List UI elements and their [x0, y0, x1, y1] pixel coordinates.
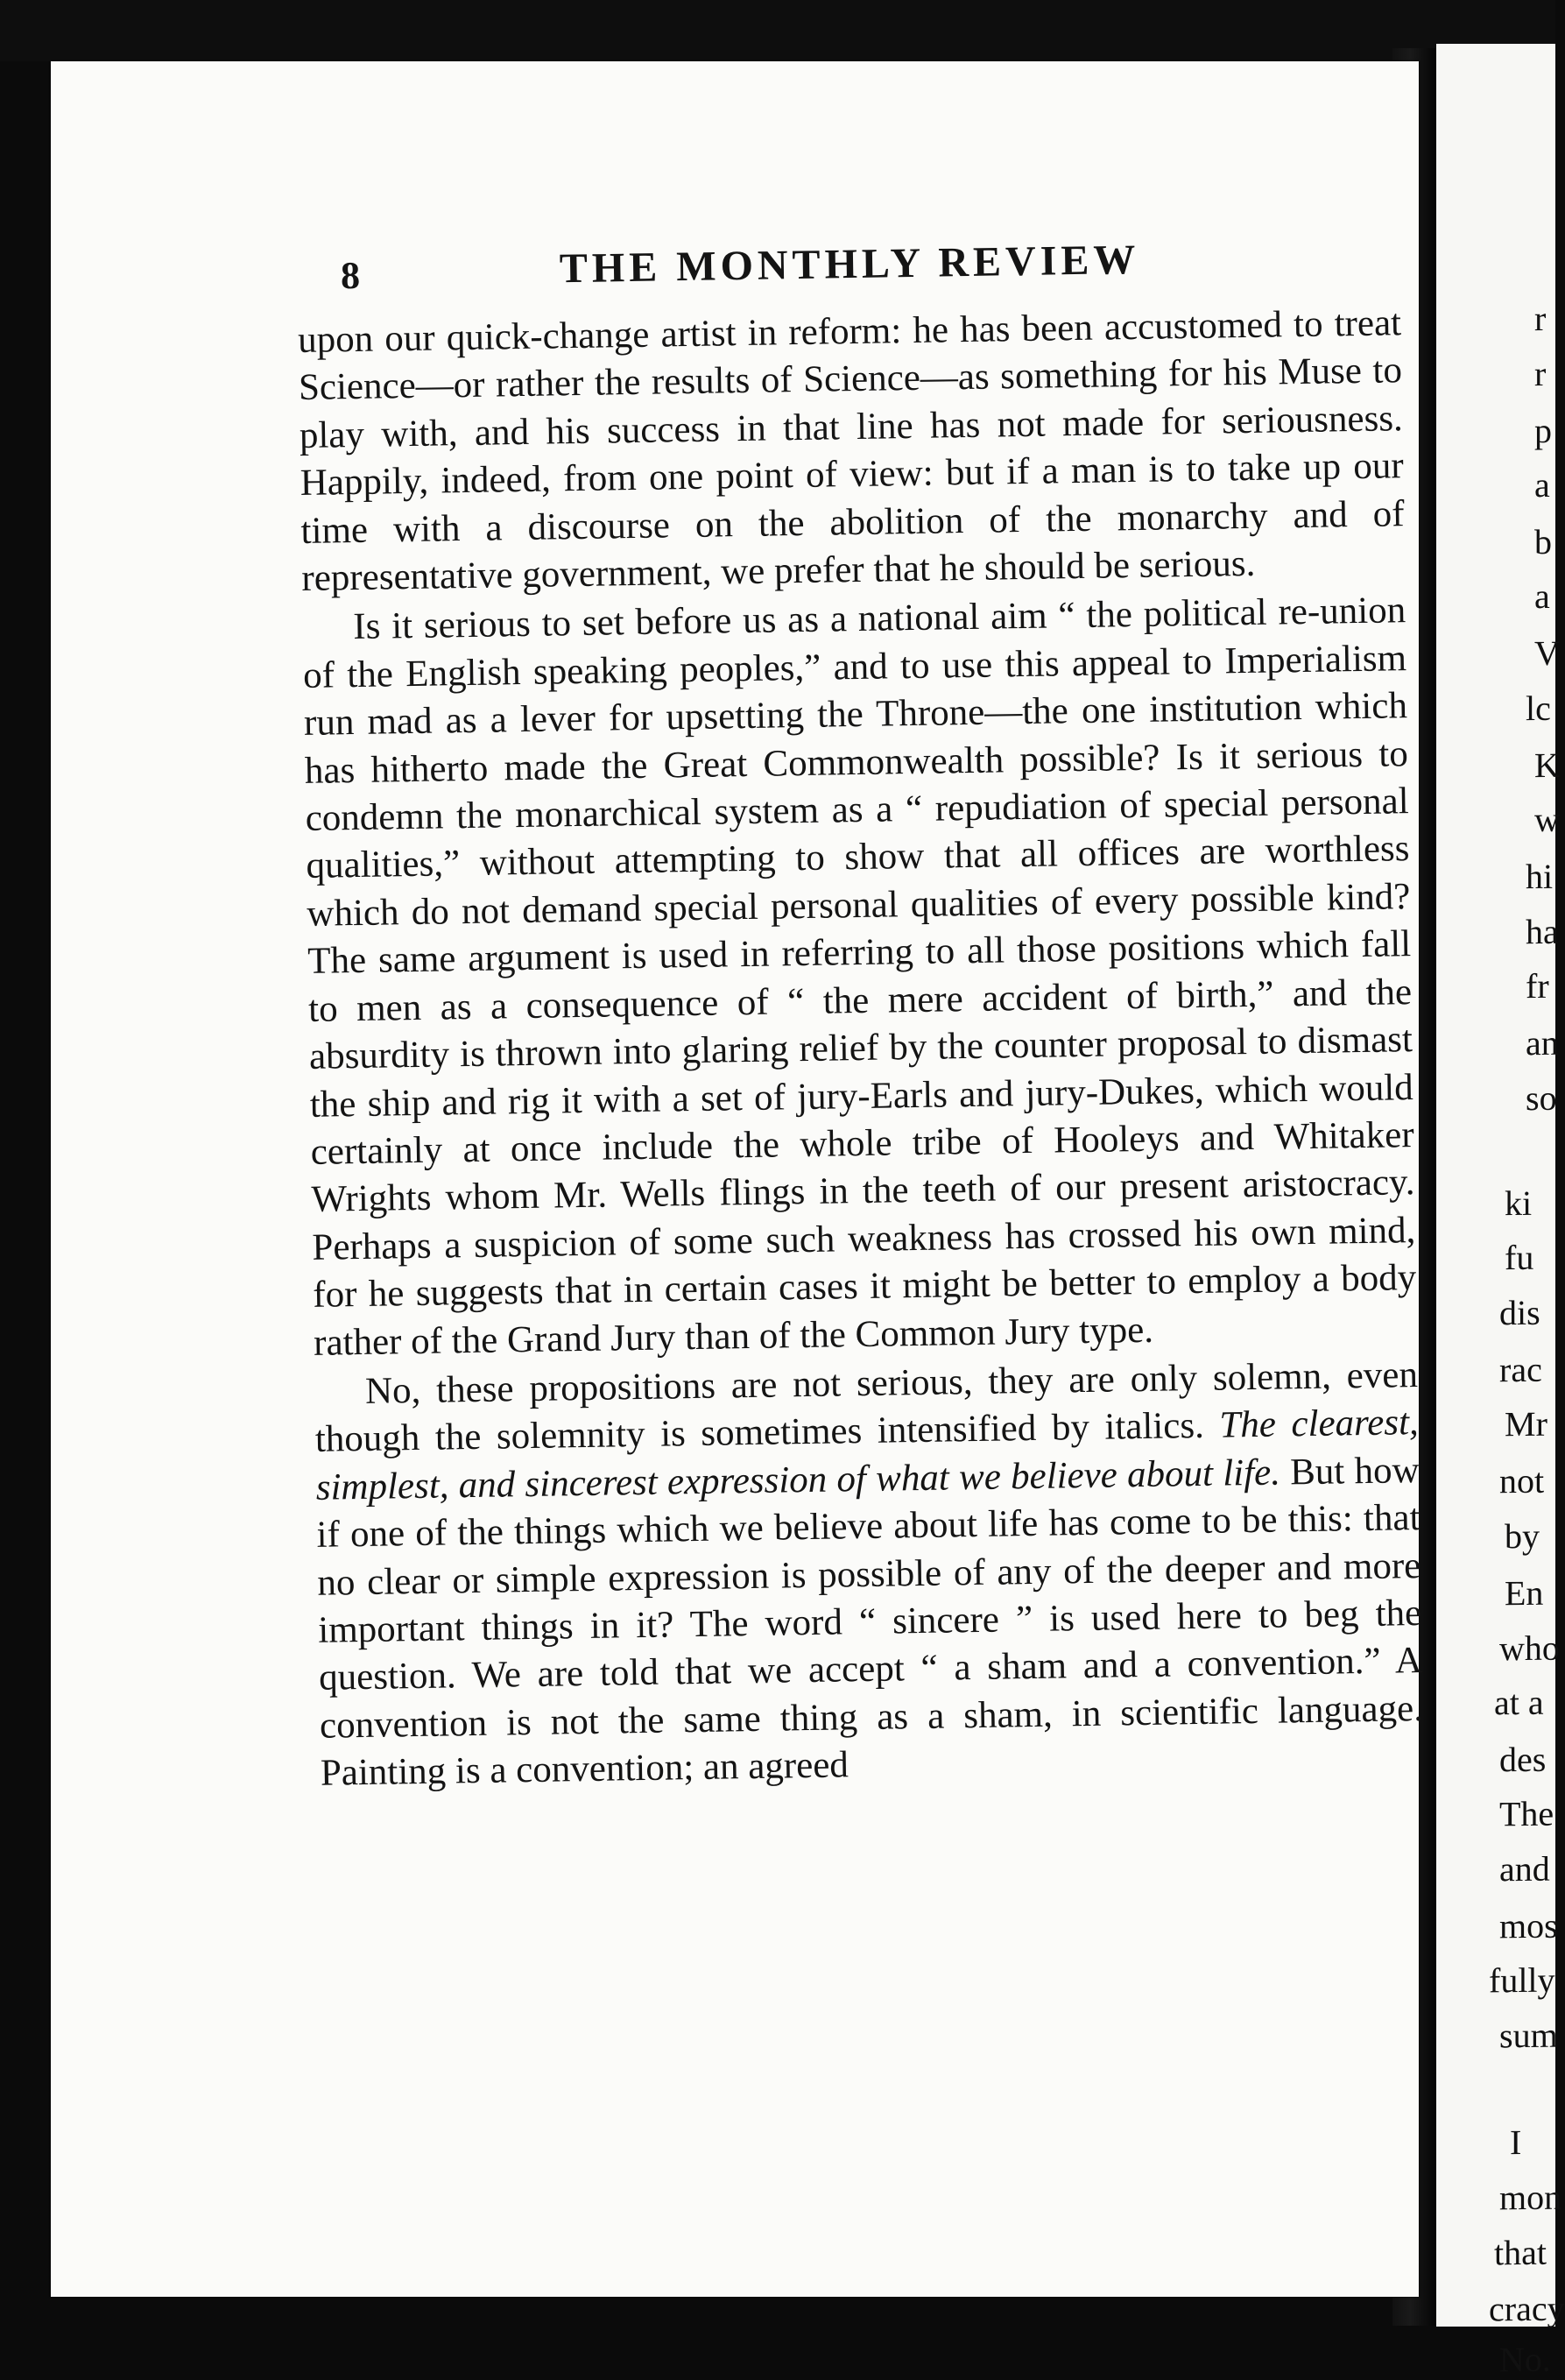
- scan-border: [0, 0, 1555, 61]
- facing-page-fragment: so: [1526, 1077, 1557, 1119]
- facing-page-fragment: mon: [1499, 2177, 1562, 2218]
- italic-text: The clearest, simplest, and sincerest expression of what we believe about life.: [315, 1402, 1420, 1508]
- paragraph-text: No, these propositions are not serious, they are only solemn, even though the solemnity is sometimes intensified by italics.: [314, 1353, 1419, 1461]
- facing-page-fragment: I: [1510, 2122, 1522, 2163]
- facing-page-fragment: lc: [1526, 688, 1551, 729]
- paragraph: [314, 1352, 1425, 1797]
- facing-page-fragment: rac: [1499, 1349, 1542, 1390]
- paragraph: [302, 588, 1418, 1367]
- facing-page-fragment: hi: [1526, 856, 1554, 897]
- facing-page-fragment: not: [1499, 1460, 1545, 1501]
- facing-page-fragment: fu: [1505, 1237, 1534, 1278]
- facing-page-fragment: r: [1534, 353, 1547, 394]
- facing-page-fragment: mos: [1499, 1905, 1558, 1946]
- facing-page-fragment: The: [1499, 1793, 1554, 1834]
- paragraph: [298, 300, 1406, 603]
- facing-page: [1436, 44, 1565, 2380]
- body-text: [298, 300, 1424, 1797]
- facing-page-fragment: an: [1526, 1022, 1559, 1063]
- facing-page-fragment: a: [1534, 464, 1550, 505]
- facing-page-fragment: fr: [1526, 965, 1549, 1006]
- facing-page-fragment: ki: [1505, 1183, 1533, 1224]
- paragraph-text: upon our quick-change artist in reform: he has been accustomed to treat Science—or rather the results of Science—as something for his Muse to play with, and his success in that line has not made for seriousness. Happily, indeed, from one point of view: but if a man is to take up our time with a discourse on the abolition of the monarchy and of representative government, we prefer that he should be serious.: [297, 302, 1405, 599]
- facing-page-fragment: by: [1505, 1515, 1540, 1557]
- facing-page-fragment: and: [1499, 1848, 1550, 1889]
- page-header: [296, 201, 1400, 298]
- facing-page-fragment: p: [1534, 410, 1552, 451]
- left-page: [51, 61, 1424, 2297]
- facing-page-fragment: Mr: [1505, 1403, 1547, 1444]
- facing-page-fragment: V: [1534, 632, 1560, 674]
- page-content: [296, 201, 1424, 1797]
- facing-page-fragment: No.: [1499, 2339, 1551, 2380]
- facing-page-fragment: ha: [1526, 911, 1559, 952]
- facing-page-fragment: K: [1534, 745, 1560, 786]
- facing-page-fragment: cracy: [1489, 2288, 1565, 2329]
- facing-page-fragment: that: [1494, 2232, 1547, 2273]
- facing-page-fragment: sum: [1499, 2015, 1558, 2056]
- facing-page-fragment: at a: [1494, 1682, 1544, 1723]
- running-head: THE MONTHLY REVIEW: [559, 236, 1140, 293]
- page-number: 8: [340, 253, 361, 298]
- paragraph-text: But how if one of the things which we believe about life has come to be this: that no clear or simple expression is possible of any of the deeper and more important things in it? The word “ sincere ” is used here to beg the question. We are told that we accept “ a sham and a convention.” A convention is not the same thing as a sham, in scientific language. Painting is a convention; an agreed: [316, 1449, 1424, 1794]
- paragraph-text: Is it serious to set before us as a national aim “ the political re-union of the English speaking peoples,” and to use this appeal to Imperialism run mad as a lever for upsetting the Throne—the one institution which has hitherto made the Great Commonwealth possible? Is it serious to condemn the monarchical system as a “ repudiation of special personal qualities,” without attempting to show that all offices are worthless which do not demand special personal qualities of every possible kind? The same argument is used in referring to all those positions which fall to men as a consequence of “ the mere accident of birth,” and the absurdity is thrown into glaring relief by the counter proposal to dismast the ship and rig it with a set of jury-Earls and jury-Dukes, which would certainly at once include the whole tribe of Hooleys and Whitaker Wrights whom Mr. Wells flings in the teeth of our present aristocracy. Perhaps a suspicion of some such weakness has crossed his own mind, for he suggests that in certain cases it might be better to employ a body rather of the Grand Jury than of the Common Jury type.: [302, 590, 1417, 1364]
- facing-page-fragment: b: [1534, 521, 1552, 562]
- facing-page-fragment: dis: [1499, 1292, 1540, 1333]
- facing-page-fragment: a: [1534, 576, 1550, 617]
- facing-page-fragment: fully: [1489, 1960, 1555, 2001]
- facing-page-fragment: who: [1499, 1628, 1560, 1669]
- facing-page-fragment: r: [1534, 298, 1547, 339]
- facing-page-fragment: des: [1499, 1739, 1547, 1780]
- facing-page-fragment: w: [1534, 799, 1560, 840]
- facing-page-fragment: En: [1505, 1572, 1544, 1614]
